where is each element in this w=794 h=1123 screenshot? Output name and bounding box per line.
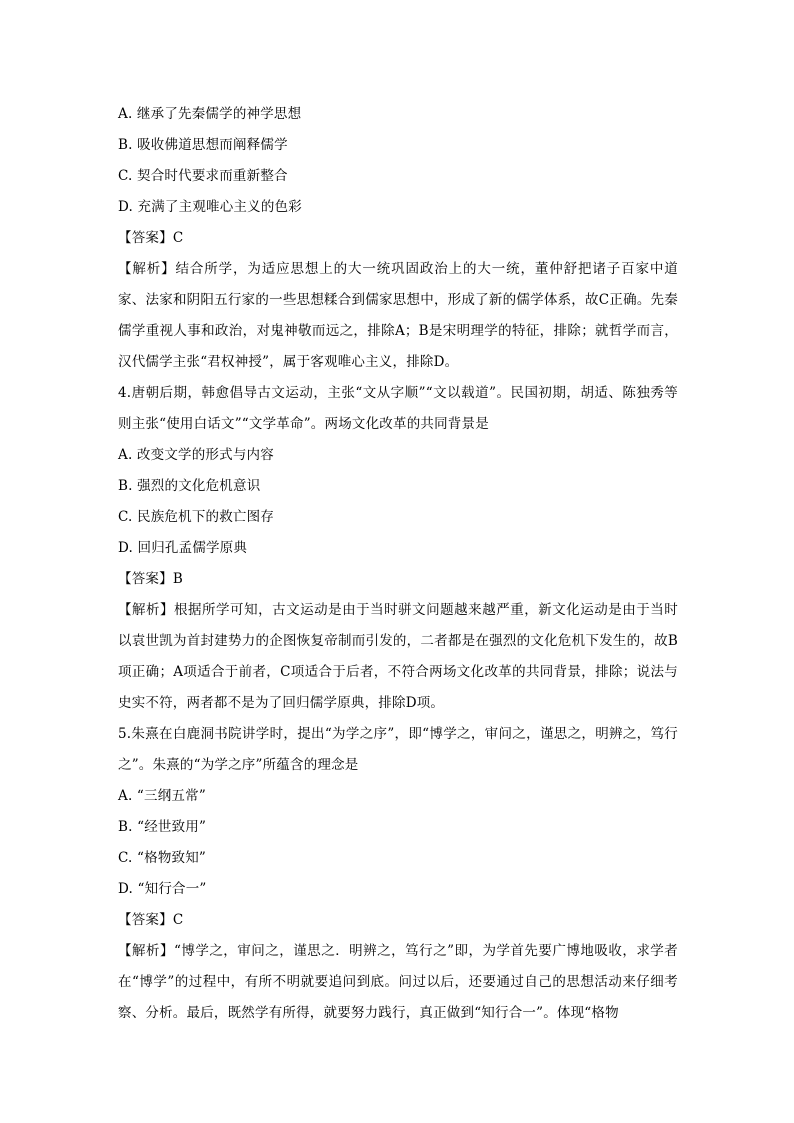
- answer-label: 【答案】: [118, 230, 173, 246]
- q4-option-a: A. 改变文学的形式与内容: [118, 447, 274, 463]
- q4-option-d: D. 回归孔孟儒学原典: [118, 540, 248, 556]
- q5-option-d: D. “知行合一”: [118, 881, 207, 897]
- q3-option-c: C. 契合时代要求而重新整合: [118, 168, 288, 184]
- analysis-label: 【解析】: [118, 602, 175, 618]
- q4-option-c: C. 民族危机下的救亡图存: [118, 509, 275, 525]
- analysis-text: 根据所学可知，古文运动是由于当时骈文问题越来越严重，新文化运动是由于当时以袁世凯为首封建势力的企图恢复帝制而引发的，二者都是在强烈的文化危机下发生的，故B项正确；A项适合于前者，C项适合于后者，不符合两场文化改革的共同背景，排除；说法与史实不符，两者都不是为了回归儒学原典，排除D项。: [118, 602, 678, 711]
- q3-answer: [118, 228, 183, 248]
- q4-stem: 4.唐朝后期，韩愈倡导古文运动，主张“文从字顺”“文以载道”。民国初期，胡适、陈独秀等则主张“使用白话文”“文学革命”。两场文化改革的共同背景是: [118, 385, 678, 432]
- q5-analysis: [118, 936, 678, 1029]
- answer-value: C: [172, 912, 184, 928]
- analysis-label: 【解析】: [118, 261, 176, 277]
- q4-answer: [118, 569, 183, 589]
- q5-stem: 5.朱熹在白鹿洞书院讲学时，提出“为学之序”，即“博学之，审问之，谨思之，明辨之，笃行之”。朱熹的“为学之序”所蕴含的理念是: [118, 726, 678, 773]
- q5-option-b: B. “经世致用”: [118, 819, 207, 835]
- analysis-text: “博学之，审问之，谨思之．明辨之，笃行之”即，为学首先要广博地吸收，求学者在“博学”的过程中，有所不明就要追问到底。问过以后，还要通过自己的思想活动来仔细考察、分析。最后，既然学有所得，就要努力践行，真正做到“知行合一”。体现“格物: [118, 943, 678, 1021]
- answer-value: B: [172, 571, 183, 587]
- q5-option-a: A. “三纲五常”: [118, 788, 206, 804]
- answer-value: C: [172, 230, 184, 246]
- q5-answer: [118, 910, 183, 930]
- q5-option-c: C. “格物致知”: [118, 850, 207, 866]
- q3-option-a: A. 继承了先秦儒学的神学思想: [118, 106, 302, 122]
- analysis-label: 【解析】: [118, 943, 174, 959]
- q3-option-d: D. 充满了主观唯心主义的色彩: [118, 199, 302, 215]
- answer-label: 【答案】: [118, 571, 173, 587]
- q3-analysis: [118, 254, 678, 378]
- analysis-text: 结合所学，为适应思想上的大一统巩固政治上的大一统，董仲舒把诸子百家中道家、法家和阴阳五行家的一些思想糅合到儒家思想中，形成了新的儒学体系，故C正确。先秦儒学重视人事和政治，对鬼神敬而远之，排除A；B是宋明理学的特征，排除；就哲学而言，汉代儒学主张“君权神授”，属于客观唯心主义，排除D。: [118, 261, 678, 370]
- q3-option-b: B. 吸收佛道思想而阐释儒学: [118, 137, 288, 153]
- q4-analysis: [118, 595, 678, 719]
- q4-option-b: B. 强烈的文化危机意识: [118, 478, 261, 494]
- answer-label: 【答案】: [118, 912, 173, 928]
